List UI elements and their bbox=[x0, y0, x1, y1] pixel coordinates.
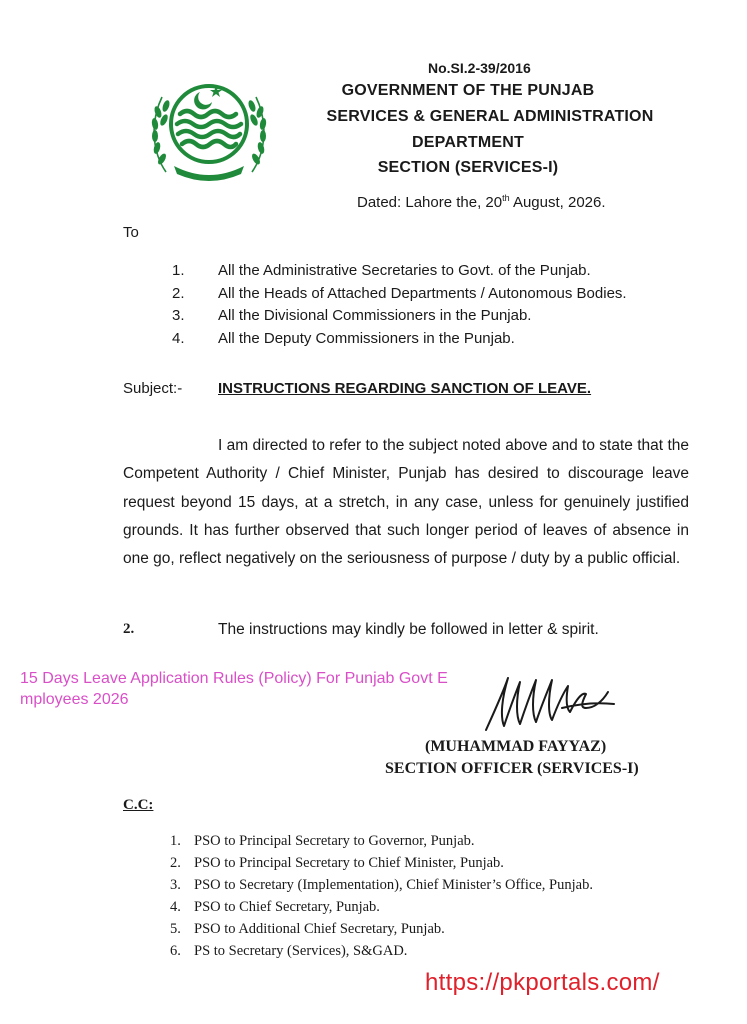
letter-date: Dated: Lahore the, 20th August, 2026. bbox=[357, 193, 606, 211]
recipient-item: All the Administrative Secretaries to Govt. of the Punjab. bbox=[218, 262, 591, 279]
recipient-number: 2. bbox=[172, 285, 185, 302]
cc-item: PSO to Principal Secretary to Governor, Punjab. bbox=[194, 833, 475, 849]
cc-item: PSO to Chief Secretary, Punjab. bbox=[194, 899, 380, 915]
subject-text: INSTRUCTIONS REGARDING SANCTION OF LEAVE. bbox=[218, 380, 592, 397]
cc-item: PS to Secretary (Services), S&GAD. bbox=[194, 943, 408, 959]
cc-item: PSO to Secretary (Implementation), Chief Minister’s Office, Punjab. bbox=[194, 877, 593, 893]
cc-item: PSO to Principal Secretary to Chief Minister, Punjab. bbox=[194, 855, 504, 871]
recipient-item: All the Deputy Commissioners in the Punjab. bbox=[218, 330, 515, 347]
cc-number: 3. bbox=[170, 877, 181, 893]
cc-number: 4. bbox=[170, 899, 181, 915]
cc-number: 2. bbox=[170, 855, 181, 871]
body-paragraph: I am directed to refer to the subject noted above and to state that the Competent Authority / Chief Minister, Punjab has desired to discourage leave request beyond 15 days, at a stretch, in any case, unless for genuinely justified grounds. It has further observed that such longer period of leaves of absence in one go, reflect negatively on the seriousness of purpose / duty by a public official. bbox=[123, 437, 689, 568]
subject-label: Subject:- bbox=[123, 380, 183, 397]
header-department: DEPARTMENT bbox=[412, 134, 524, 151]
reference-number: No.SI.2-39/2016 bbox=[428, 60, 531, 76]
recipient-number: 1. bbox=[172, 262, 185, 279]
cc-item: PSO to Additional Chief Secretary, Punjab. bbox=[194, 921, 445, 937]
header-government: GOVERNMENT OF THE PUNJAB bbox=[341, 82, 595, 99]
cc-label: C.C: bbox=[123, 797, 154, 813]
cc-number: 6. bbox=[170, 943, 181, 959]
recipient-number: 4. bbox=[172, 330, 185, 347]
recipient-item: All the Heads of Attached Departments / Autonomous Bodies. bbox=[218, 285, 627, 302]
paragraph-number: 2. bbox=[123, 621, 135, 637]
header-section: SECTION (SERVICES-I) bbox=[377, 159, 559, 176]
to-label: To bbox=[123, 224, 139, 241]
recipient-number: 3. bbox=[172, 307, 185, 324]
cc-number: 5. bbox=[170, 921, 181, 937]
paragraph-two-text: The instructions may kindly be followed in letter & spirit. bbox=[218, 621, 599, 638]
signer-name: (MUHAMMAD FAYYAZ) bbox=[425, 738, 607, 755]
website-url-link[interactable]: https://pkportals.com/ bbox=[425, 969, 660, 996]
watermark-caption: 15 Days Leave Application Rules (Policy) For Punjab Govt Employees 2026 bbox=[20, 670, 448, 708]
handwritten-signature bbox=[478, 668, 618, 740]
recipient-item: All the Divisional Commissioners in the Punjab. bbox=[218, 307, 532, 324]
cc-number: 1. bbox=[170, 833, 181, 849]
header-department-name: SERVICES & GENERAL ADMINISTRATION bbox=[326, 108, 654, 125]
government-of-punjab-emblem-icon bbox=[144, 62, 274, 192]
signer-title: SECTION OFFICER (SERVICES-I) bbox=[385, 760, 639, 777]
